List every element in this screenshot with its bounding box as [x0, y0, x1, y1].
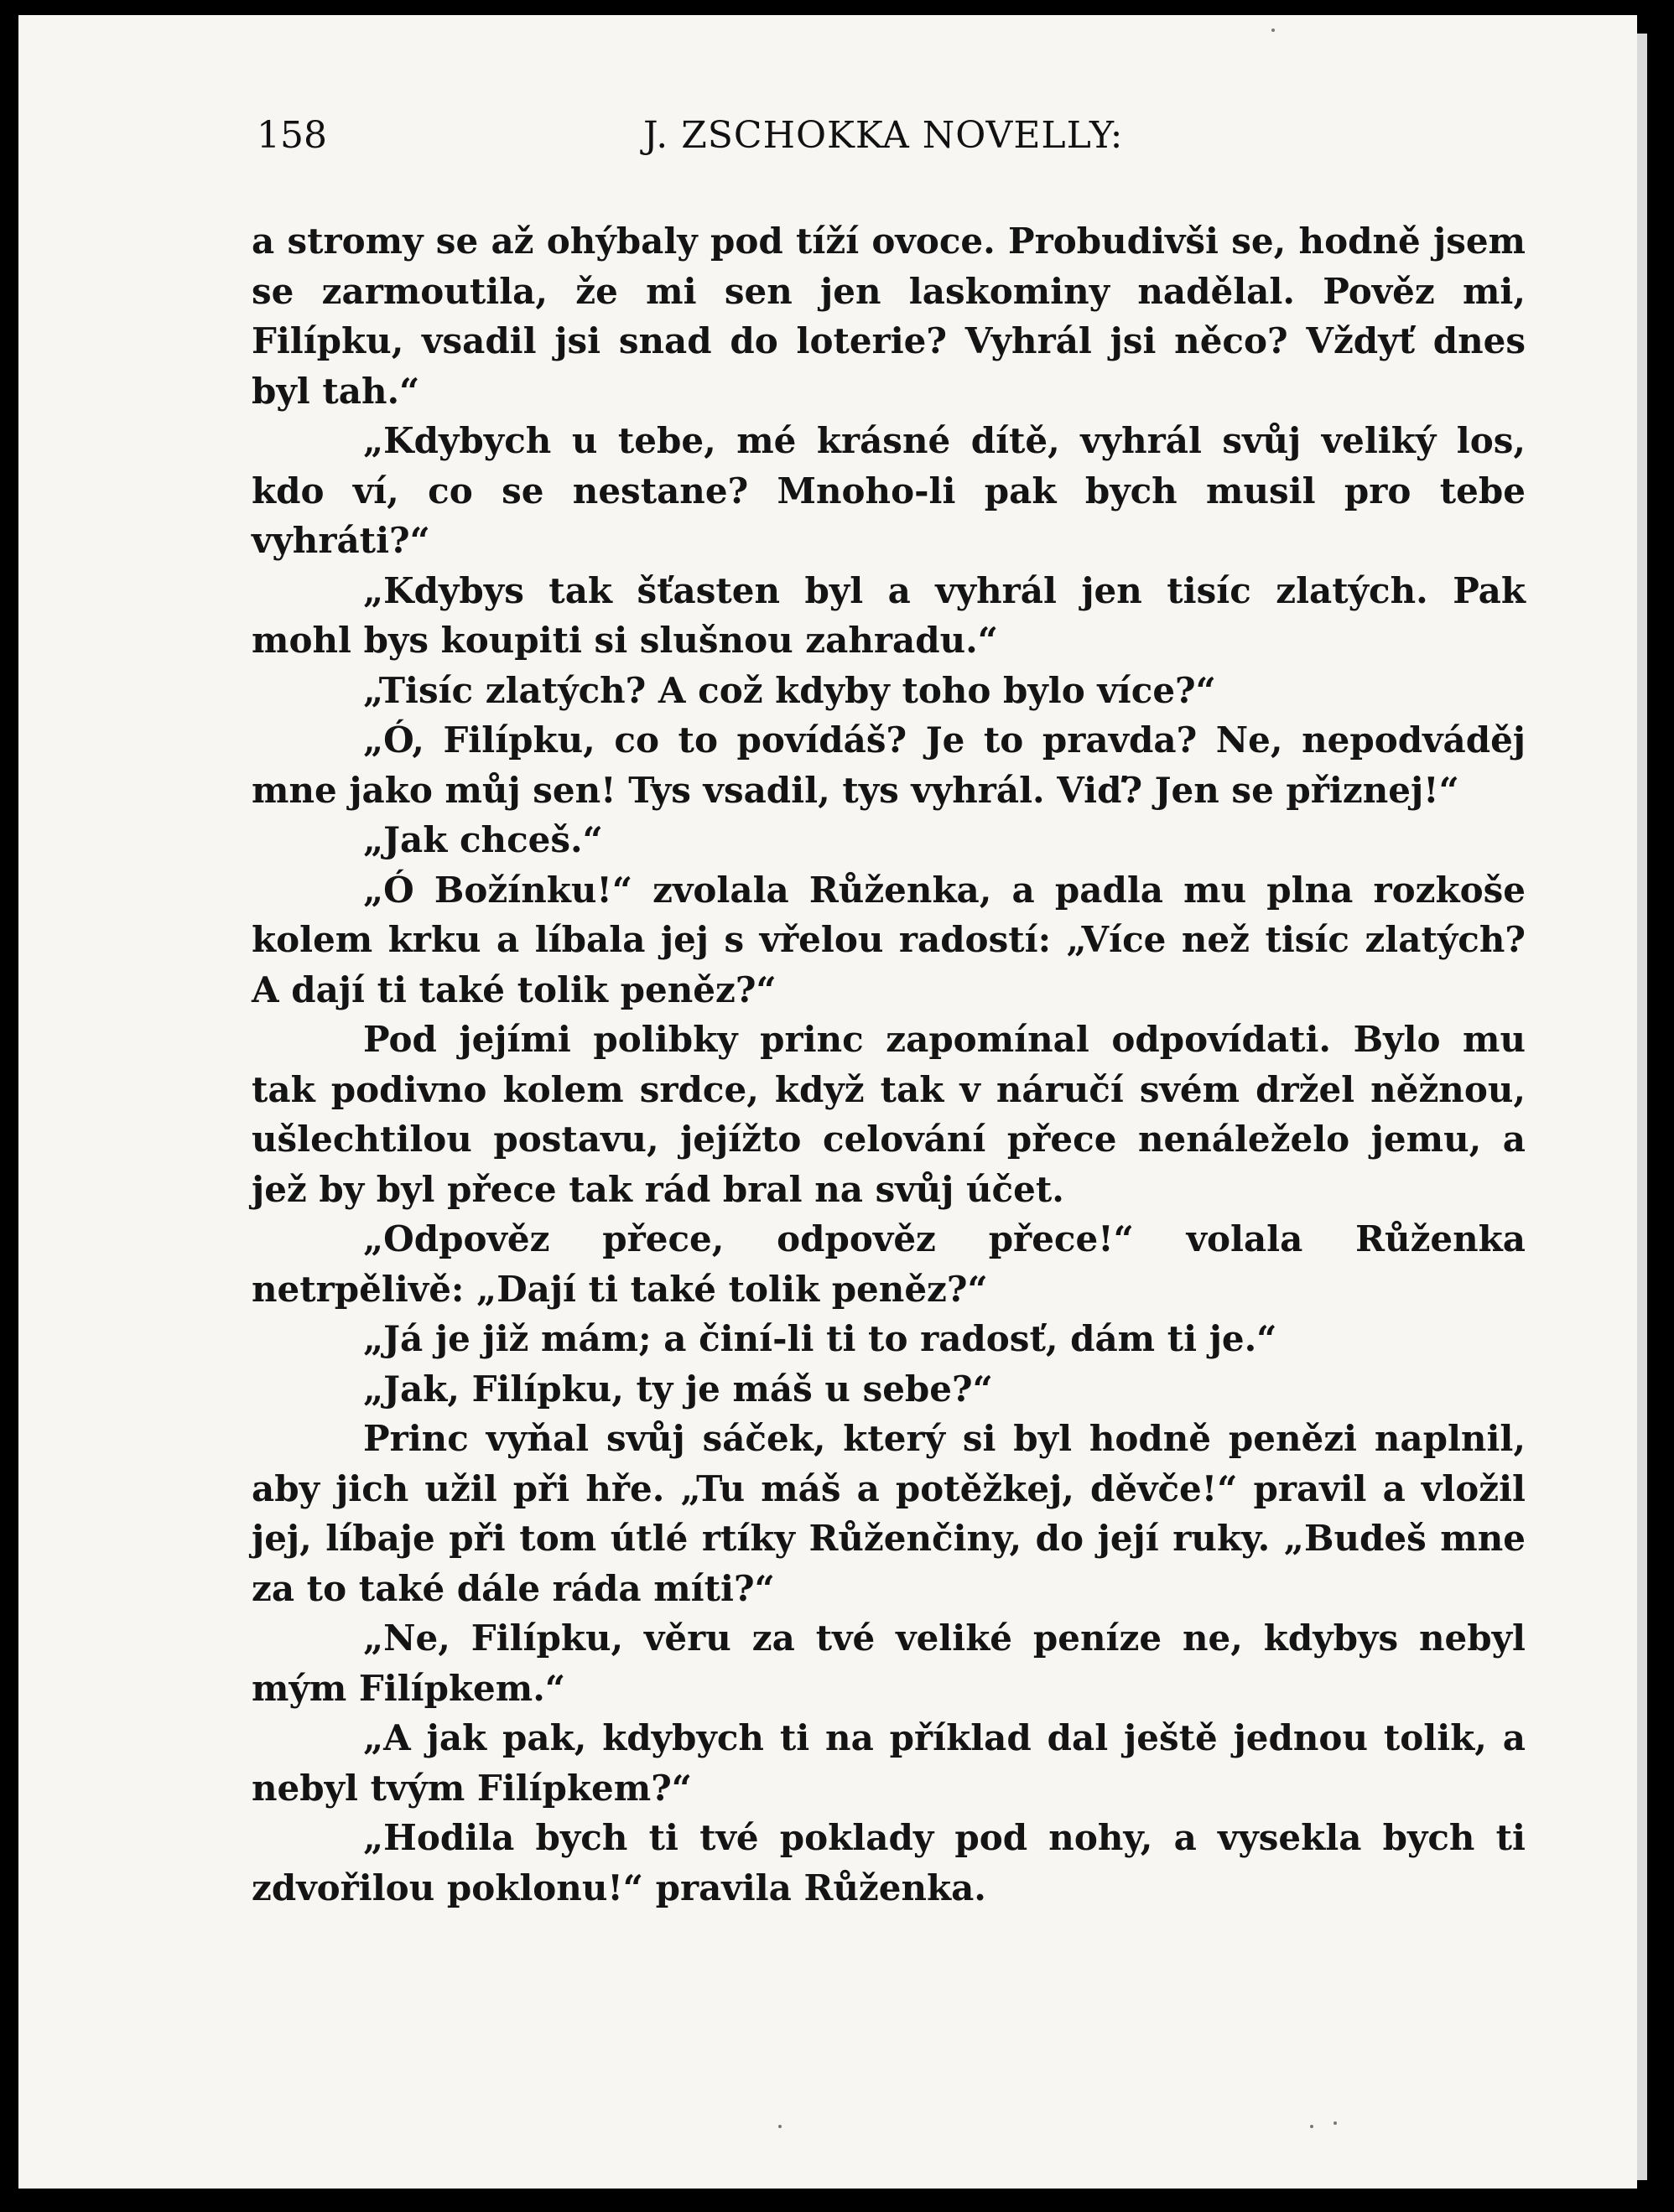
paragraph: „Já je již mám; a činí-li ti to radosť, dám ti je.“: [363, 1318, 1277, 1359]
paragraph: „Jak chceš.“: [363, 819, 603, 860]
paragraph: „Ó, Filípku, co to povídáš? Je to pravda? Ne, nepodváděj mne jako můj sen! Tys vsadil, tys vyhrál. Viď? Jen se přiznej!“: [252, 719, 1526, 811]
running-title: J. ZSCHOKKA NOVELLY:: [643, 114, 1124, 157]
paragraph: „Kdybys tak šťasten byl a vyhrál jen tisíc zlatých. Pak mohl bys koupiti si slušnou zahradu.“: [252, 569, 1526, 661]
paper-speck: [1310, 2125, 1313, 2128]
paper-speck: [1271, 29, 1275, 32]
page-number: 158: [257, 114, 327, 157]
paragraph: Pod jejími polibky princ zapomínal odpovídati. Bylo mu tak podivno kolem srdce, když tak v náručí svém držel něžnou, ušlechtilou postavu, jejížto celování přece nenáleželo jemu, a jež by byl přece tak rád bral na svůj účet.: [252, 1019, 1526, 1210]
paper-speck: [1333, 2121, 1337, 2125]
paragraph: „Jak, Filípku, ty je máš u sebe?“: [363, 1368, 993, 1410]
running-head: [237, 107, 1536, 166]
paragraph: Princ vyňal svůj sáček, který si byl hodně penězi naplnil, aby jich užil při hře. „Tu máš a potěžkej, děvče!“ pravil a vložil jej, líbaje při tom útlé rtíky Růženčiny, do její ruky. „Budeš mne za to také dále ráda míti?“: [252, 1418, 1526, 1609]
paragraph: „Tisíc zlatých? A což kdyby toho bylo více?“: [363, 669, 1216, 711]
paragraph: „Odpověz přece, odpověz přece!“ volala Růženka netrpělivě: „Dají ti také tolik peněz?“: [252, 1218, 1526, 1310]
paragraph: „Hodila bych ti tvé poklady pod nohy, a vysekla bych ti zdvořilou poklonu!“ pravila Růženka.: [252, 1817, 1526, 1908]
paragraph-continued: a stromy se až ohýbaly pod tíží ovoce. Probudivši se, hodně jsem se zarmoutila, že mi sen jen laskominy nadělal. Pověz mi, Filípku, vsadil jsi snad do loterie? Vyhrál jsi něco? Vždyť dnes byl tah.“: [252, 221, 1526, 412]
body-text: [252, 216, 1526, 1913]
paragraph: „Ne, Filípku, věru za tvé veliké peníze ne, kdybys nebyl mým Filípkem.“: [252, 1617, 1526, 1709]
page-edge-shadow: [1637, 34, 1647, 2180]
paragraph: „Kdybych u tebe, mé krásné dítě, vyhrál svůj veliký los, kdo ví, co se nestane? Mnoho-li pak bych musil pro tebe vyhráti?“: [252, 420, 1526, 561]
paper-speck: [778, 2125, 782, 2128]
paragraph: „A jak pak, kdybych ti na příklad dal ještě jednou tolik, a nebyl tvým Filípkem?“: [252, 1717, 1526, 1809]
paragraph: „Ó Božínku!“ zvolala Růženka, a padla mu plna rozkoše kolem krku a líbala jej s vřelou radostí: „Více než tisíc zlatých? A dají ti také tolik peněz?“: [252, 869, 1526, 1010]
